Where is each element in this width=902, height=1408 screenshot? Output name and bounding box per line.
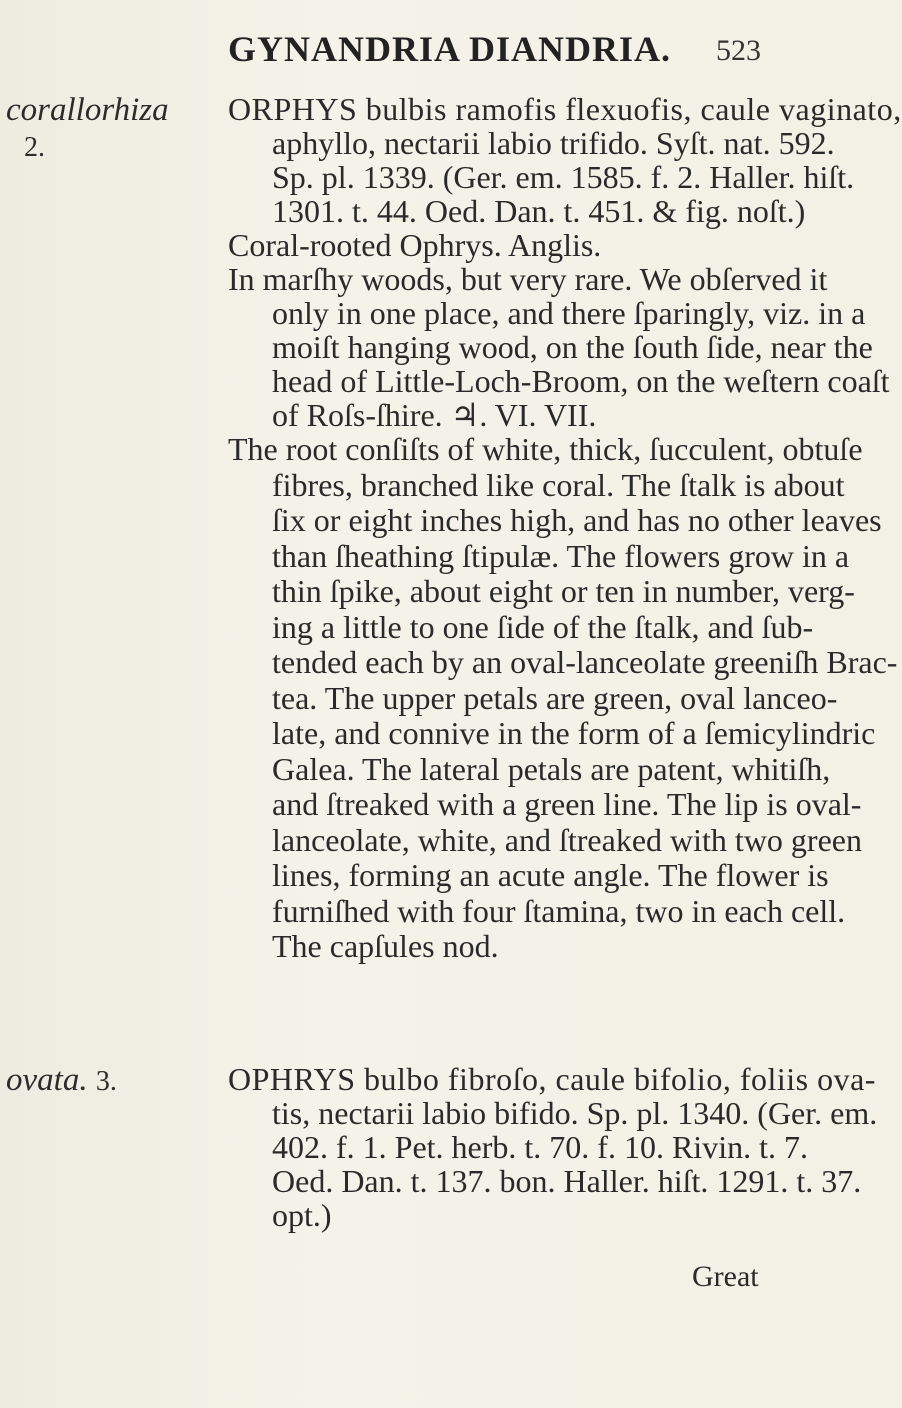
- diagnosis-line: 1301. t. 44. Oed. Dan. t. 451. & fig. noſt.): [272, 193, 806, 229]
- diagnosis-line: ORPHYS bulbis ramofis flexuofis, caule vaginato,: [228, 91, 902, 127]
- margin-number: 2.: [24, 132, 45, 163]
- description-line: lanceolate, white, and ſtreaked with two green: [272, 821, 862, 858]
- margin-species-name: ovata.: [6, 1062, 88, 1098]
- description-line: ſix or eight inches high, and has no other leaves: [272, 502, 882, 538]
- description-line: late, and connive in the form of a ſemicylindric: [272, 715, 876, 751]
- description-line: fibres, branched like coral. The ſtalk is about: [272, 466, 845, 503]
- habitat-line: In marſhy woods, but very rare. We obſerved it: [228, 261, 828, 297]
- description-line: The root conſiſts of white, thick, ſucculent, obtuſe: [228, 431, 863, 467]
- description-line: and ſtreaked with a green line. The lip is oval-: [272, 786, 862, 822]
- description-line: tended each by an oval-lanceolate greeniſh Brac-: [272, 644, 898, 680]
- catchword: Great: [692, 1260, 759, 1293]
- description-line: Galea. The lateral petals are patent, whitiſh,: [272, 750, 831, 787]
- margin-species-number: [24, 128, 45, 165]
- diagnosis-line: opt.): [272, 1197, 332, 1233]
- description-line: tea. The upper petals are green, oval lanceo-: [272, 679, 838, 716]
- habitat-line: moiſt hanging wood, on the ſouth ſide, near the: [272, 329, 873, 365]
- diagnosis-line: OPHRYS bulbo fibroſo, caule bifolio, foliis ova-: [228, 1061, 876, 1097]
- description-line: furniſhed with four ſtamina, two in each cell.: [272, 892, 846, 929]
- diagnosis-line: tis, nectarii labio bifido. Sp. pl. 1340. (Ger. em.: [272, 1095, 878, 1131]
- common-name: Coral-rooted Ophrys. Anglis.: [228, 227, 602, 263]
- habitat-line: only in one place, and there ſparingly, viz. in a: [272, 295, 866, 331]
- description-line: The capſules nod.: [272, 928, 499, 964]
- margin-species-entry: [6, 1062, 117, 1099]
- species-entry-ovata: [228, 1061, 878, 1233]
- diagnosis-line: Oed. Dan. t. 137. bon. Haller. hiſt. 1291. t. 37.: [272, 1163, 862, 1199]
- description-line: than ſheathing ſtipulæ. The flowers grow in a: [272, 537, 850, 574]
- diagnosis-line: 402. f. 1. Pet. herb. t. 70. f. 10. Rivin. t. 7.: [272, 1129, 808, 1165]
- margin-species-name: corallorhiza: [6, 92, 169, 128]
- diagnosis-line: aphyllo, nectarii labio trifido. Syſt. nat. 592.: [272, 125, 835, 161]
- description-line: lines, forming an acute angle. The flower is: [272, 857, 829, 893]
- description-line: thin ſpike, about eight or ten in number, verg-: [272, 573, 855, 609]
- diagnosis-line: Sp. pl. 1339. (Ger. em. 1585. f. 2. Haller. hiſt.: [272, 159, 855, 195]
- page-number: 523: [716, 34, 761, 67]
- habitat-line: head of Little-Loch-Broom, on the weſtern coaſt: [272, 363, 890, 399]
- description-line: ing a little to one ſide of the ſtalk, and ſub-: [272, 608, 814, 645]
- habitat-line: of Roſs-ſhire. ♃. VI. VII.: [272, 397, 597, 433]
- margin-number: 3.: [95, 1066, 117, 1097]
- species-entry-corallorhiza: [228, 91, 902, 965]
- running-head: GYNANDRIA DIANDRIA.: [228, 29, 672, 69]
- description-block: [228, 431, 898, 965]
